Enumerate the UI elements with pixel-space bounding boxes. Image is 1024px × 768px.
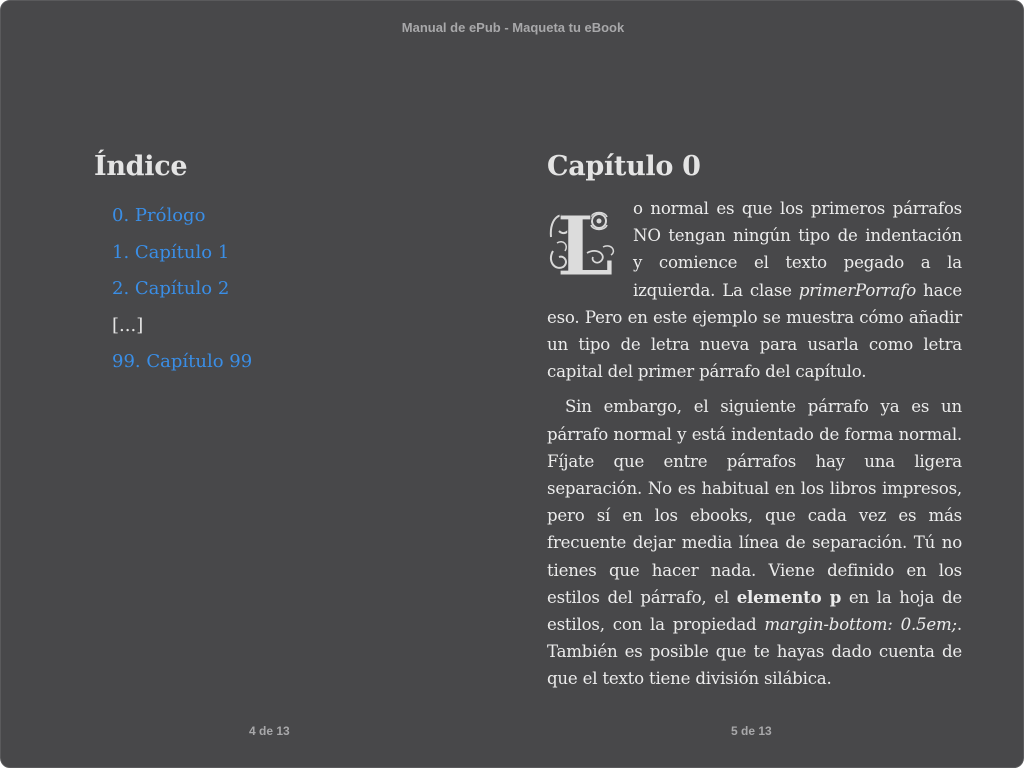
right-page-number: 5 de 13 — [731, 724, 772, 738]
toc-item-capitulo-2[interactable]: 2. Capítulo 2 — [112, 278, 230, 299]
first-paragraph — [547, 195, 962, 385]
window-title: Manual de ePub - Maqueta tu eBook — [401, 20, 625, 35]
toc-item-prologo[interactable]: 0. Prólogo — [112, 205, 206, 226]
toc-ellipsis: [...] — [112, 314, 144, 336]
table-of-contents — [112, 198, 474, 381]
chapter-body — [547, 195, 962, 693]
p1-text-a: o normal es que los primeros párrafos NO tengan ningún tipo de indentación y comience el texto pegado a la izquierda. La clase — [633, 199, 962, 300]
p2-text-b: en la hoja de estilos, con la propiedad — [547, 587, 962, 635]
dropcap-letter: L — [556, 199, 614, 277]
p2-text-a: Sin embargo, el siguiente párrafo ya es un párrafo normal y está indentado de forma normal. Fíjate que entre párrafos hay una ligera separación. No es habitual en los libros impresos, pero sí en los ebooks, que cada vez es más frecuente dejar media línea de separación. Tú no tienes que hacer nada. Viene definido en los estilos del párrafo, el — [547, 397, 962, 607]
p2-element-p: elemento p — [736, 586, 842, 607]
toc-item-capitulo-1[interactable]: 1. Capítulo 1 — [112, 241, 230, 263]
toc-item-capitulo-99[interactable]: 99. Capítulo 99 — [112, 351, 253, 372]
right-page — [547, 151, 962, 701]
chapter-heading: Capítulo 0 — [547, 151, 701, 182]
p2-css-property: margin-bottom: 0.5em; — [764, 615, 957, 635]
p1-class-name: primerPorrafo — [798, 280, 916, 300]
left-page-number: 4 de 13 — [249, 724, 290, 738]
p2-text-c: . También es posible que te hayas dado cuenta de que el texto tiene división silábica. — [547, 615, 962, 689]
toc-heading: Índice — [94, 151, 188, 182]
left-page — [94, 151, 474, 381]
dropcap-ornament-icon — [547, 197, 623, 277]
second-paragraph — [547, 393, 962, 692]
p1-text-b: hace eso. Pero en este ejemplo se muestra cómo añadir un tipo de letra nueva para usarla como letra capital del primer párrafo del capítulo. — [547, 280, 962, 382]
